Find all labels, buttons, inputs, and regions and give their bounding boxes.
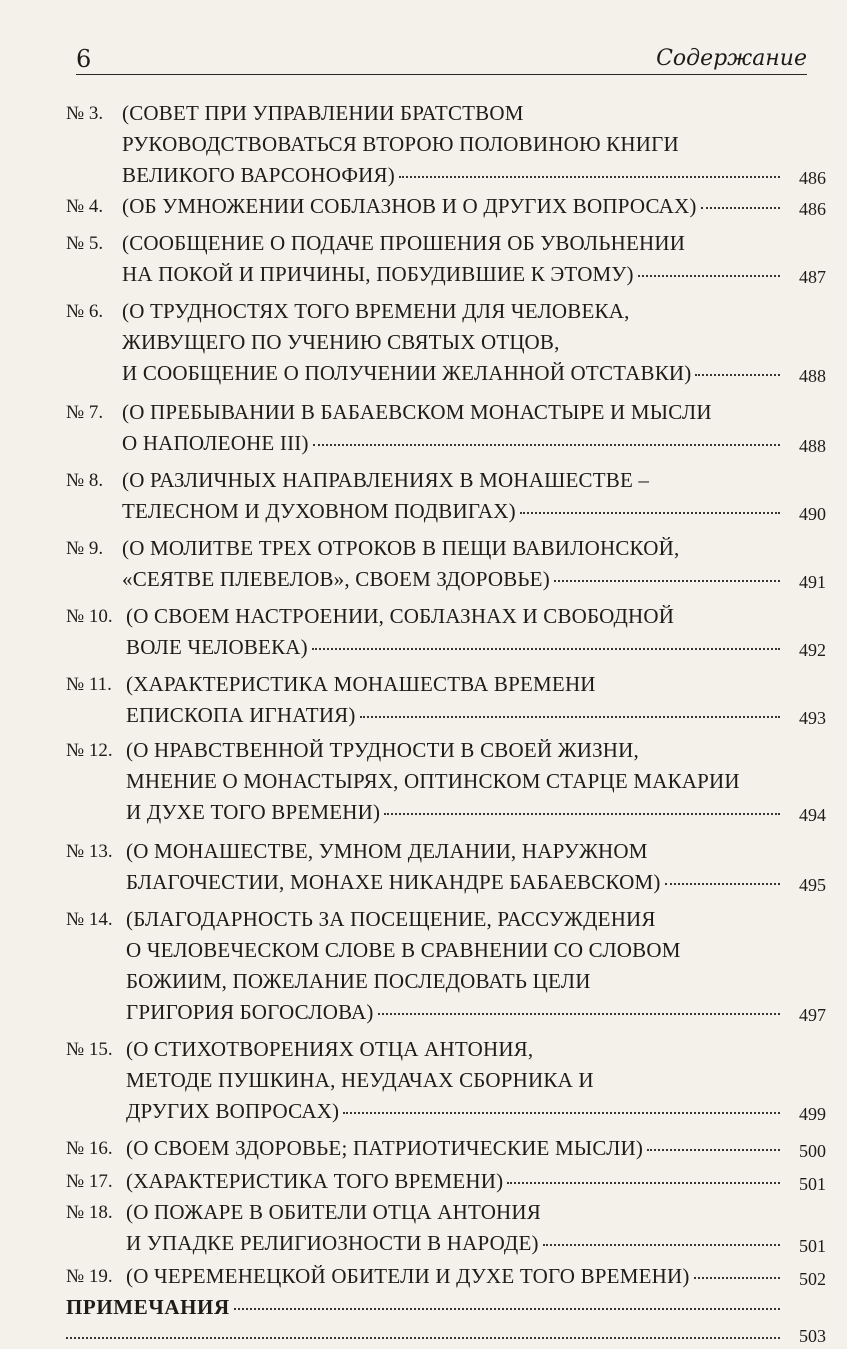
- entry-title-text: И ДУХЕ ТОГО ВРЕМЕНИ): [126, 800, 381, 824]
- entry-title-line: МЕТОДЕ ПУШКИНА, НЕУДАЧАХ СБОРНИКА И: [126, 1068, 594, 1092]
- entry-title: [126, 669, 784, 731]
- entry-title-line: (О ПРЕБЫВАНИИ В БАБАЕВСКОМ МОНАСТЫРЕ И МЫСЛИ: [122, 400, 712, 424]
- entry-title-line: [122, 259, 784, 290]
- entry-title: [126, 836, 784, 898]
- dot-leader: [647, 1149, 780, 1151]
- dot-leader: [399, 176, 780, 178]
- toc-entry: [66, 98, 826, 191]
- toc-entry: [66, 735, 826, 828]
- page-number: 6: [76, 45, 92, 73]
- entry-title: [122, 465, 784, 527]
- entry-title-line: (О МОЛИТВЕ ТРЕХ ОТРОКОВ В ПЕЩИ ВАВИЛОНСКОЙ,: [122, 536, 680, 560]
- entry-title-text: И УПАДКЕ РЕЛИГИОЗНОСТИ В НАРОДЕ): [126, 1231, 539, 1255]
- notes-page-number: 503: [799, 1326, 826, 1346]
- dot-leader: [665, 883, 780, 885]
- toc-entry: [66, 904, 826, 1028]
- entry-title-text: И СООБЩЕНИЕ О ПОЛУЧЕНИИ ЖЕЛАННОЙ ОТСТАВКИ): [122, 361, 692, 385]
- entry-title-line: (СОВЕТ ПРИ УПРАВЛЕНИИ БРАТСТВОМ: [122, 101, 524, 125]
- entry-title-line: [126, 1096, 784, 1127]
- entry-number: № 11.: [66, 674, 112, 695]
- entry-title-text: (ХАРАКТЕРИСТИКА ТОГО ВРЕМЕНИ): [126, 1169, 504, 1193]
- dot-leader: [701, 207, 780, 209]
- toc-entry: [66, 191, 826, 222]
- entry-title: [122, 191, 784, 222]
- entry-title: [126, 735, 784, 828]
- entry-title-line: [126, 1133, 784, 1164]
- entry-title-text: ВОЛЕ ЧЕЛОВЕКА): [126, 635, 308, 659]
- entry-number: № 6.: [66, 301, 104, 322]
- dot-leader: [343, 1112, 780, 1114]
- entry-title-text: «СЕЯТВЕ ПЛЕВЕЛОВ», СВОЕМ ЗДОРОВЬЕ): [122, 567, 550, 591]
- entry-title-line: (СООБЩЕНИЕ О ПОДАЧЕ ПРОШЕНИЯ ОБ УВОЛЬНЕНИИ: [122, 231, 686, 255]
- dot-leader: [313, 444, 780, 446]
- entry-title-line: [122, 564, 784, 595]
- entry-number: № 18.: [66, 1202, 113, 1223]
- entry-page-number: 487: [799, 267, 826, 287]
- entry-title: [122, 397, 784, 459]
- entry-title-line: [126, 1166, 784, 1197]
- entry-title-line: МНЕНИЕ О МОНАСТЫРЯХ, ОПТИНСКОМ СТАРЦЕ МАКАРИИ: [126, 769, 740, 793]
- dot-leader: [695, 374, 780, 376]
- entry-number: № 15.: [66, 1039, 113, 1060]
- dot-leader: [384, 813, 780, 815]
- notes-title: ПРИМЕЧАНИЯ: [66, 1295, 230, 1319]
- entry-title: [122, 533, 784, 595]
- entry-title-line: [126, 700, 784, 731]
- dot-leader: [507, 1182, 780, 1184]
- entry-title-text: (О ЧЕРЕМЕНЕЦКОЙ ОБИТЕЛИ И ДУХЕ ТОГО ВРЕМЕНИ): [126, 1264, 690, 1288]
- entry-title-line: (О ПОЖАРЕ В ОБИТЕЛИ ОТЦА АНТОНИЯ: [126, 1200, 541, 1224]
- entry-title: [122, 98, 784, 191]
- entry-page-number: 495: [799, 875, 826, 895]
- notes-page-line: [66, 1323, 826, 1349]
- toc-entry: [66, 465, 826, 527]
- toc-entry: [66, 601, 826, 663]
- dot-leader: [543, 1244, 780, 1246]
- dot-leader: [638, 275, 780, 277]
- entry-page-number: 501: [799, 1174, 826, 1194]
- dot-leader: [694, 1277, 780, 1279]
- entry-title-line: ЖИВУЩЕГО ПО УЧЕНИЮ СВЯТЫХ ОТЦОВ,: [122, 330, 560, 354]
- toc-entry: [66, 1166, 826, 1197]
- entry-title: [126, 1261, 784, 1292]
- running-head: Содержание: [656, 46, 807, 71]
- entry-number: № 12.: [66, 740, 113, 761]
- entry-title: [126, 1133, 784, 1164]
- entry-title: [126, 1034, 784, 1127]
- entry-title-line: (О РАЗЛИЧНЫХ НАПРАВЛЕНИЯХ В МОНАШЕСТВЕ –: [122, 468, 650, 492]
- entry-number: № 17.: [66, 1171, 113, 1192]
- toc-entry: [66, 669, 826, 731]
- entry-page-number: 490: [799, 504, 826, 524]
- entry-title-text: НА ПОКОЙ И ПРИЧИНЫ, ПОБУДИВШИЕ К ЭТОМУ): [122, 262, 634, 286]
- entry-page-number: 491: [799, 572, 826, 592]
- toc-entry: [66, 533, 826, 595]
- entry-page-number: 502: [799, 1269, 826, 1289]
- toc-entry: [66, 836, 826, 898]
- dot-leader: [378, 1013, 780, 1015]
- dot-leader: [66, 1337, 780, 1339]
- entry-title-line: (О НРАВСТВЕННОЙ ТРУДНОСТИ В СВОЕЙ ЖИЗНИ,: [126, 738, 639, 762]
- entry-page-number: 488: [799, 436, 826, 456]
- entry-title: [126, 1197, 784, 1259]
- entry-title-text: ТЕЛЕСНОМ И ДУХОВНОМ ПОДВИГАХ): [122, 499, 516, 523]
- entry-title-line: [126, 797, 784, 828]
- entry-title: [122, 228, 784, 290]
- dot-leader: [554, 580, 780, 582]
- toc-entry: [66, 296, 826, 389]
- entry-number: № 4.: [66, 196, 104, 217]
- entry-title-text: ЕПИСКОПА ИГНАТИЯ): [126, 703, 356, 727]
- entry-title-line: [122, 496, 784, 527]
- toc-entry: [66, 1197, 826, 1259]
- toc-entry: [66, 1034, 826, 1127]
- entry-number: № 7.: [66, 402, 104, 423]
- entry-title-line: РУКОВОДСТВОВАТЬСЯ ВТОРОЮ ПОЛОВИНОЮ КНИГИ: [122, 132, 679, 156]
- entry-page-number: 500: [799, 1141, 826, 1161]
- entry-title-line: (ХАРАКТЕРИСТИКА МОНАШЕСТВА ВРЕМЕНИ: [126, 672, 596, 696]
- page-header: [76, 44, 807, 75]
- entry-title: [126, 904, 784, 1028]
- entry-page-number: 501: [799, 1236, 826, 1256]
- notes-title-line: [66, 1292, 784, 1323]
- entry-page-number: 494: [799, 805, 826, 825]
- entry-title-line: (О ТРУДНОСТЯХ ТОГО ВРЕМЕНИ ДЛЯ ЧЕЛОВЕКА,: [122, 299, 630, 323]
- entry-title-line: (О СВОЕМ НАСТРОЕНИИ, СОБЛАЗНАХ И СВОБОДНОЙ: [126, 604, 675, 628]
- entry-title-line: (БЛАГОДАРНОСТЬ ЗА ПОСЕЩЕНИЕ, РАССУЖДЕНИЯ: [126, 907, 656, 931]
- entry-page-number: 486: [799, 199, 826, 219]
- entry-title-line: [126, 1228, 784, 1259]
- entry-title-text: ВЕЛИКОГО ВАРСОНОФИЯ): [122, 163, 395, 187]
- entry-page-number: 492: [799, 640, 826, 660]
- entry-title-text: (ОБ УМНОЖЕНИИ СОБЛАЗНОВ И О ДРУГИХ ВОПРОСАХ): [122, 194, 697, 218]
- notes-title-block: [66, 1292, 784, 1323]
- entry-number: № 3.: [66, 103, 104, 124]
- entry-title-text: О НАПОЛЕОНЕ III): [122, 431, 309, 455]
- entry-title-text: ГРИГОРИЯ БОГОСЛОВА): [126, 1000, 374, 1024]
- entry-number: № 9.: [66, 538, 104, 559]
- entry-title-line: [122, 191, 784, 222]
- entry-number: № 13.: [66, 841, 113, 862]
- entry-number: № 10.: [66, 606, 113, 627]
- dot-leader: [360, 716, 780, 718]
- entry-title-line: [122, 358, 784, 389]
- dot-leader: [234, 1308, 780, 1310]
- toc-entry: [66, 1261, 826, 1292]
- entry-page-number: 488: [799, 366, 826, 386]
- entry-title-line: [126, 997, 784, 1028]
- toc-entry: [66, 228, 826, 290]
- entry-title-line: [122, 428, 784, 459]
- table-of-contents: [66, 98, 826, 1349]
- entry-number: № 8.: [66, 470, 104, 491]
- entry-number: № 14.: [66, 909, 113, 930]
- entry-page-number: 497: [799, 1005, 826, 1025]
- entry-title: [126, 601, 784, 663]
- toc-entry: [66, 397, 826, 459]
- entry-title-text: (О СВОЕМ ЗДОРОВЬЕ; ПАТРИОТИЧЕСКИЕ МЫСЛИ): [126, 1136, 644, 1160]
- entry-page-number: 499: [799, 1104, 826, 1124]
- entry-title-text: БЛАГОЧЕСТИИ, МОНАХЕ НИКАНДРЕ БАБАЕВСКОМ): [126, 870, 661, 894]
- entry-title-line: (О МОНАШЕСТВЕ, УМНОМ ДЕЛАНИИ, НАРУЖНОМ: [126, 839, 648, 863]
- dot-leader: [520, 512, 780, 514]
- entry-title-line: [126, 632, 784, 663]
- entry-title-line: [126, 867, 784, 898]
- dot-leader: [312, 648, 780, 650]
- toc-entry-notes: [66, 1292, 826, 1323]
- entry-title-line: О ЧЕЛОВЕЧЕСКОМ СЛОВЕ В СРАВНЕНИИ СО СЛОВОМ: [126, 938, 681, 962]
- entry-number: № 16.: [66, 1138, 113, 1159]
- entry-title: [126, 1166, 784, 1197]
- entry-title: [122, 296, 784, 389]
- entry-number: № 19.: [66, 1266, 113, 1287]
- entry-title-line: [122, 160, 784, 191]
- toc-entry: [66, 1133, 826, 1164]
- entry-title-line: (О СТИХОТВОРЕНИЯХ ОТЦА АНТОНИЯ,: [126, 1037, 534, 1061]
- entry-title-text: ДРУГИХ ВОПРОСАХ): [126, 1099, 340, 1123]
- entry-page-number: 493: [799, 708, 826, 728]
- entry-title-line: БОЖИИМ, ПОЖЕЛАНИЕ ПОСЛЕДОВАТЬ ЦЕЛИ: [126, 969, 591, 993]
- entry-number: № 5.: [66, 233, 104, 254]
- entry-title-line: [126, 1261, 784, 1292]
- entry-page-number: 486: [799, 168, 826, 188]
